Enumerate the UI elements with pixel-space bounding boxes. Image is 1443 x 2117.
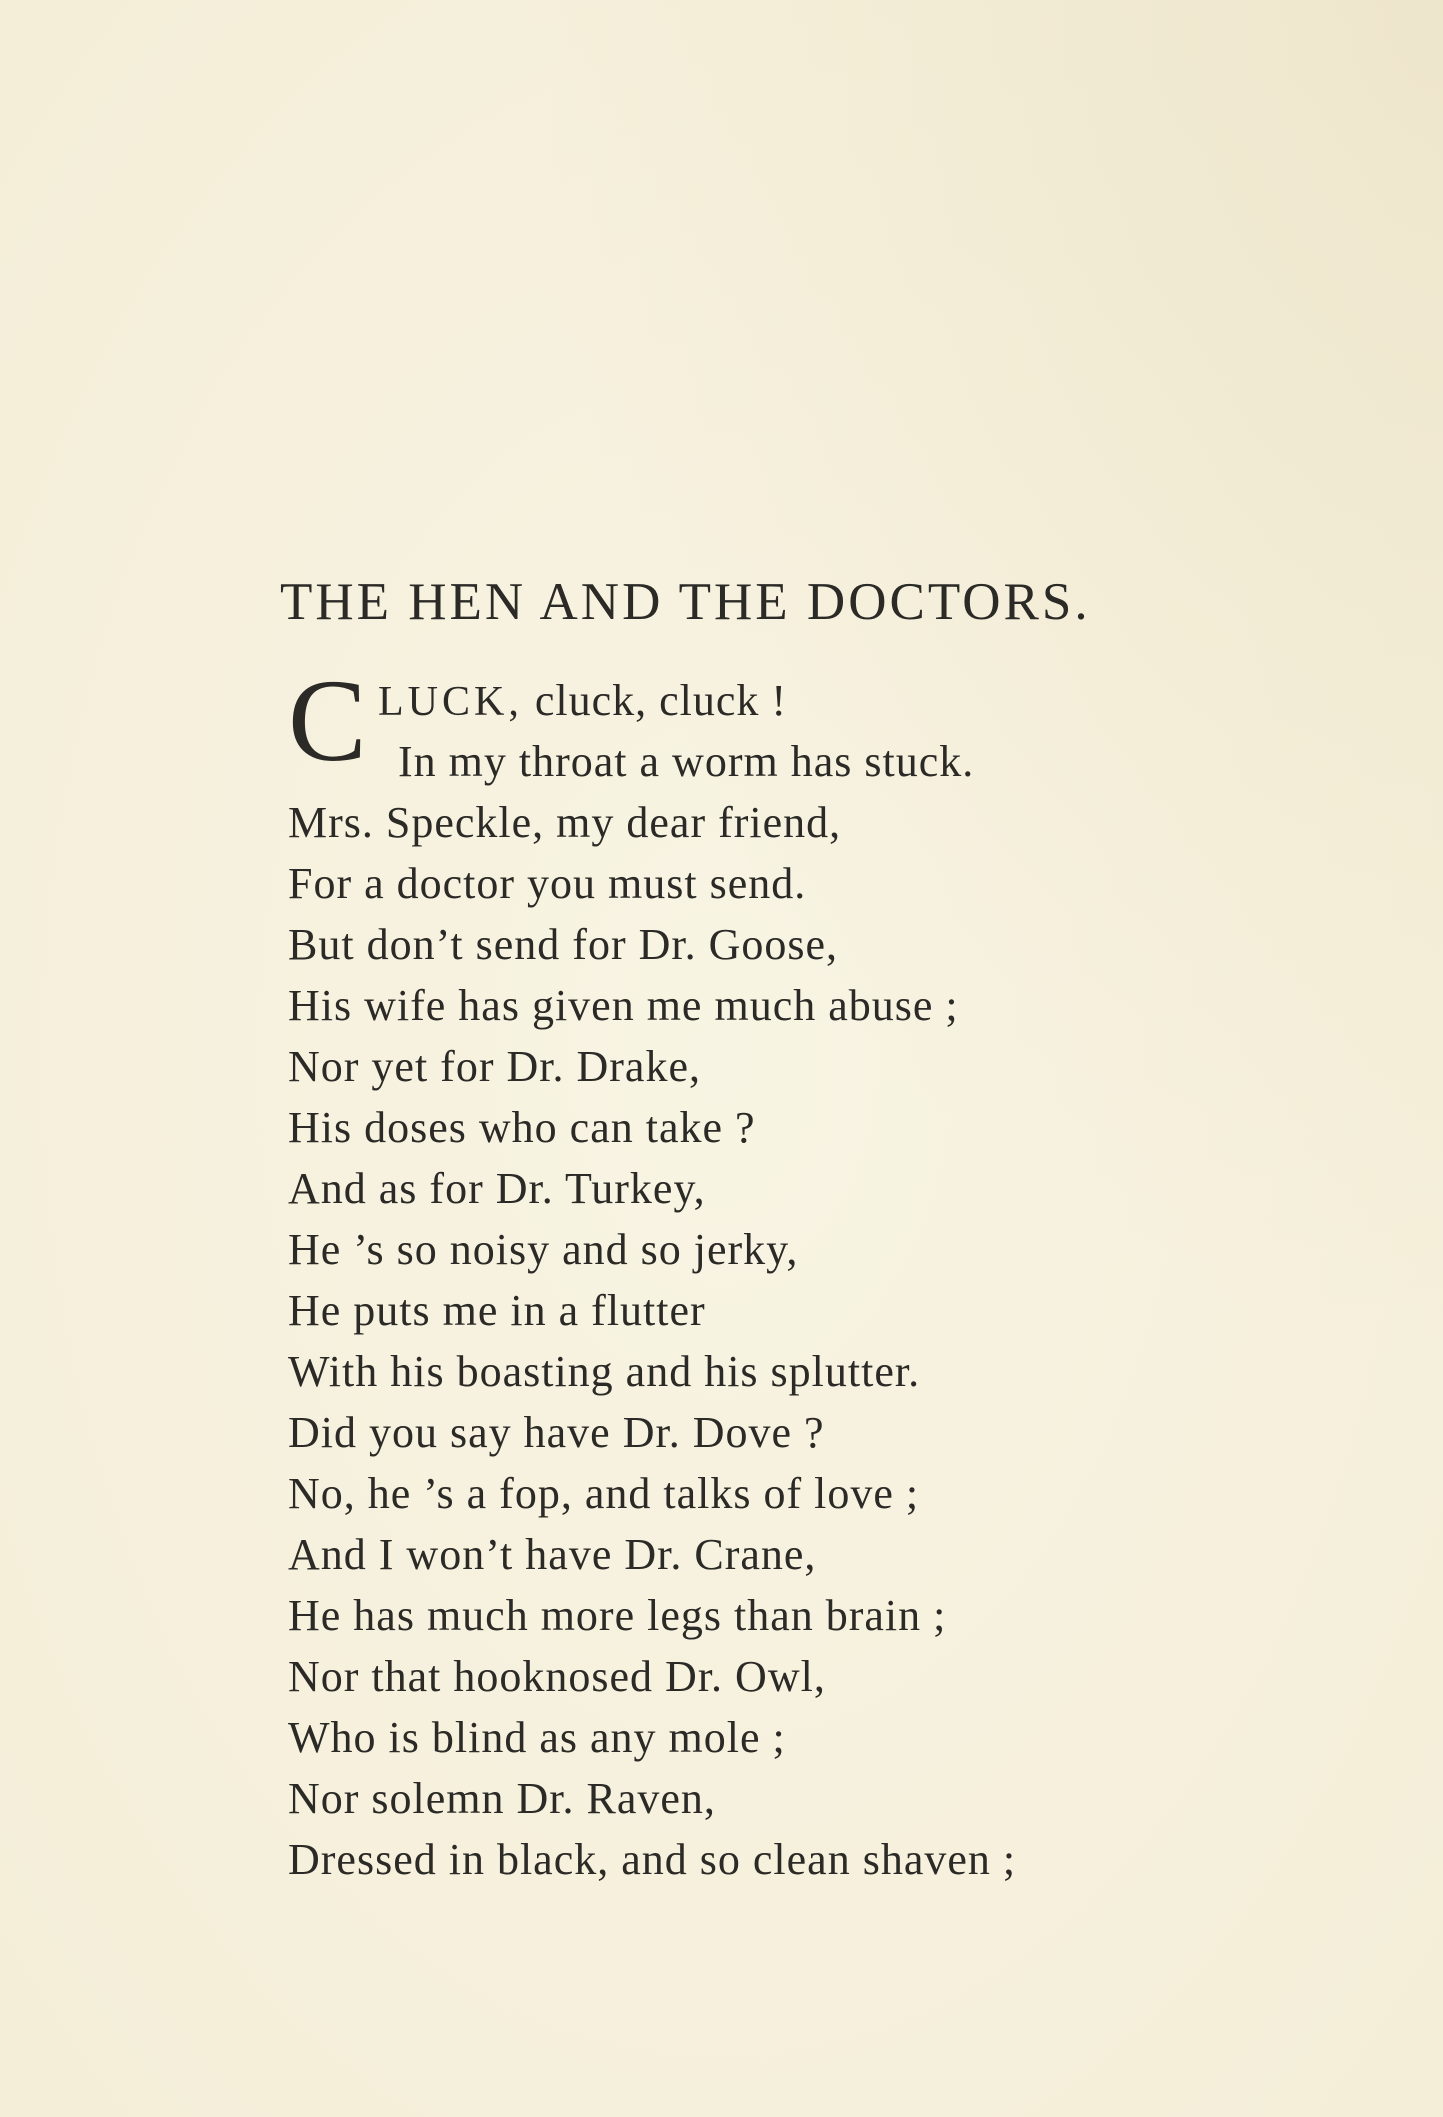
poem-line: Dressed in black, and so clean shaven ;: [288, 1835, 1017, 1884]
poem-line: He puts me in a flutter: [288, 1286, 706, 1335]
poem-line: Nor yet for Dr. Drake,: [288, 1042, 701, 1091]
poem-line: Nor that hooknosed Dr. Owl,: [288, 1652, 826, 1701]
poem-line: And as for Dr. Turkey,: [288, 1164, 706, 1213]
poem-line: Did you say have Dr. Dove ?: [288, 1408, 825, 1457]
poem-line: Who is blind as any mole ;: [288, 1713, 786, 1762]
poem-line: His wife has given me much abuse ;: [288, 981, 959, 1030]
poem-line: He has much more legs than brain ;: [288, 1591, 947, 1640]
poem-line: With his boasting and his splutter.: [288, 1347, 921, 1396]
poem-line: He ’s so noisy and so jerky,: [288, 1225, 799, 1274]
poem-line: Mrs. Speckle, my dear friend,: [288, 798, 842, 847]
poem-line: And I won’t have Dr. Crane,: [288, 1530, 817, 1579]
poem-line: No, he ’s a fop, and talks of love ;: [288, 1469, 920, 1518]
poem-title: THE HEN AND THE DOCTORS.: [280, 573, 1091, 631]
drop-cap: C: [288, 655, 368, 786]
poem-line: In my throat a worm has stuck.: [398, 737, 975, 786]
poem-line: Nor solemn Dr. Raven,: [288, 1774, 716, 1823]
first-line-tail: cluck, cluck !: [522, 676, 788, 725]
first-word-rest: LUCK,: [378, 679, 523, 725]
poem-body: [288, 655, 1288, 1890]
poem-line: For a doctor you must send.: [288, 859, 807, 908]
poem-line: His doses who can take ?: [288, 1103, 756, 1152]
poem-line: But don’t send for Dr. Goose,: [288, 920, 839, 969]
